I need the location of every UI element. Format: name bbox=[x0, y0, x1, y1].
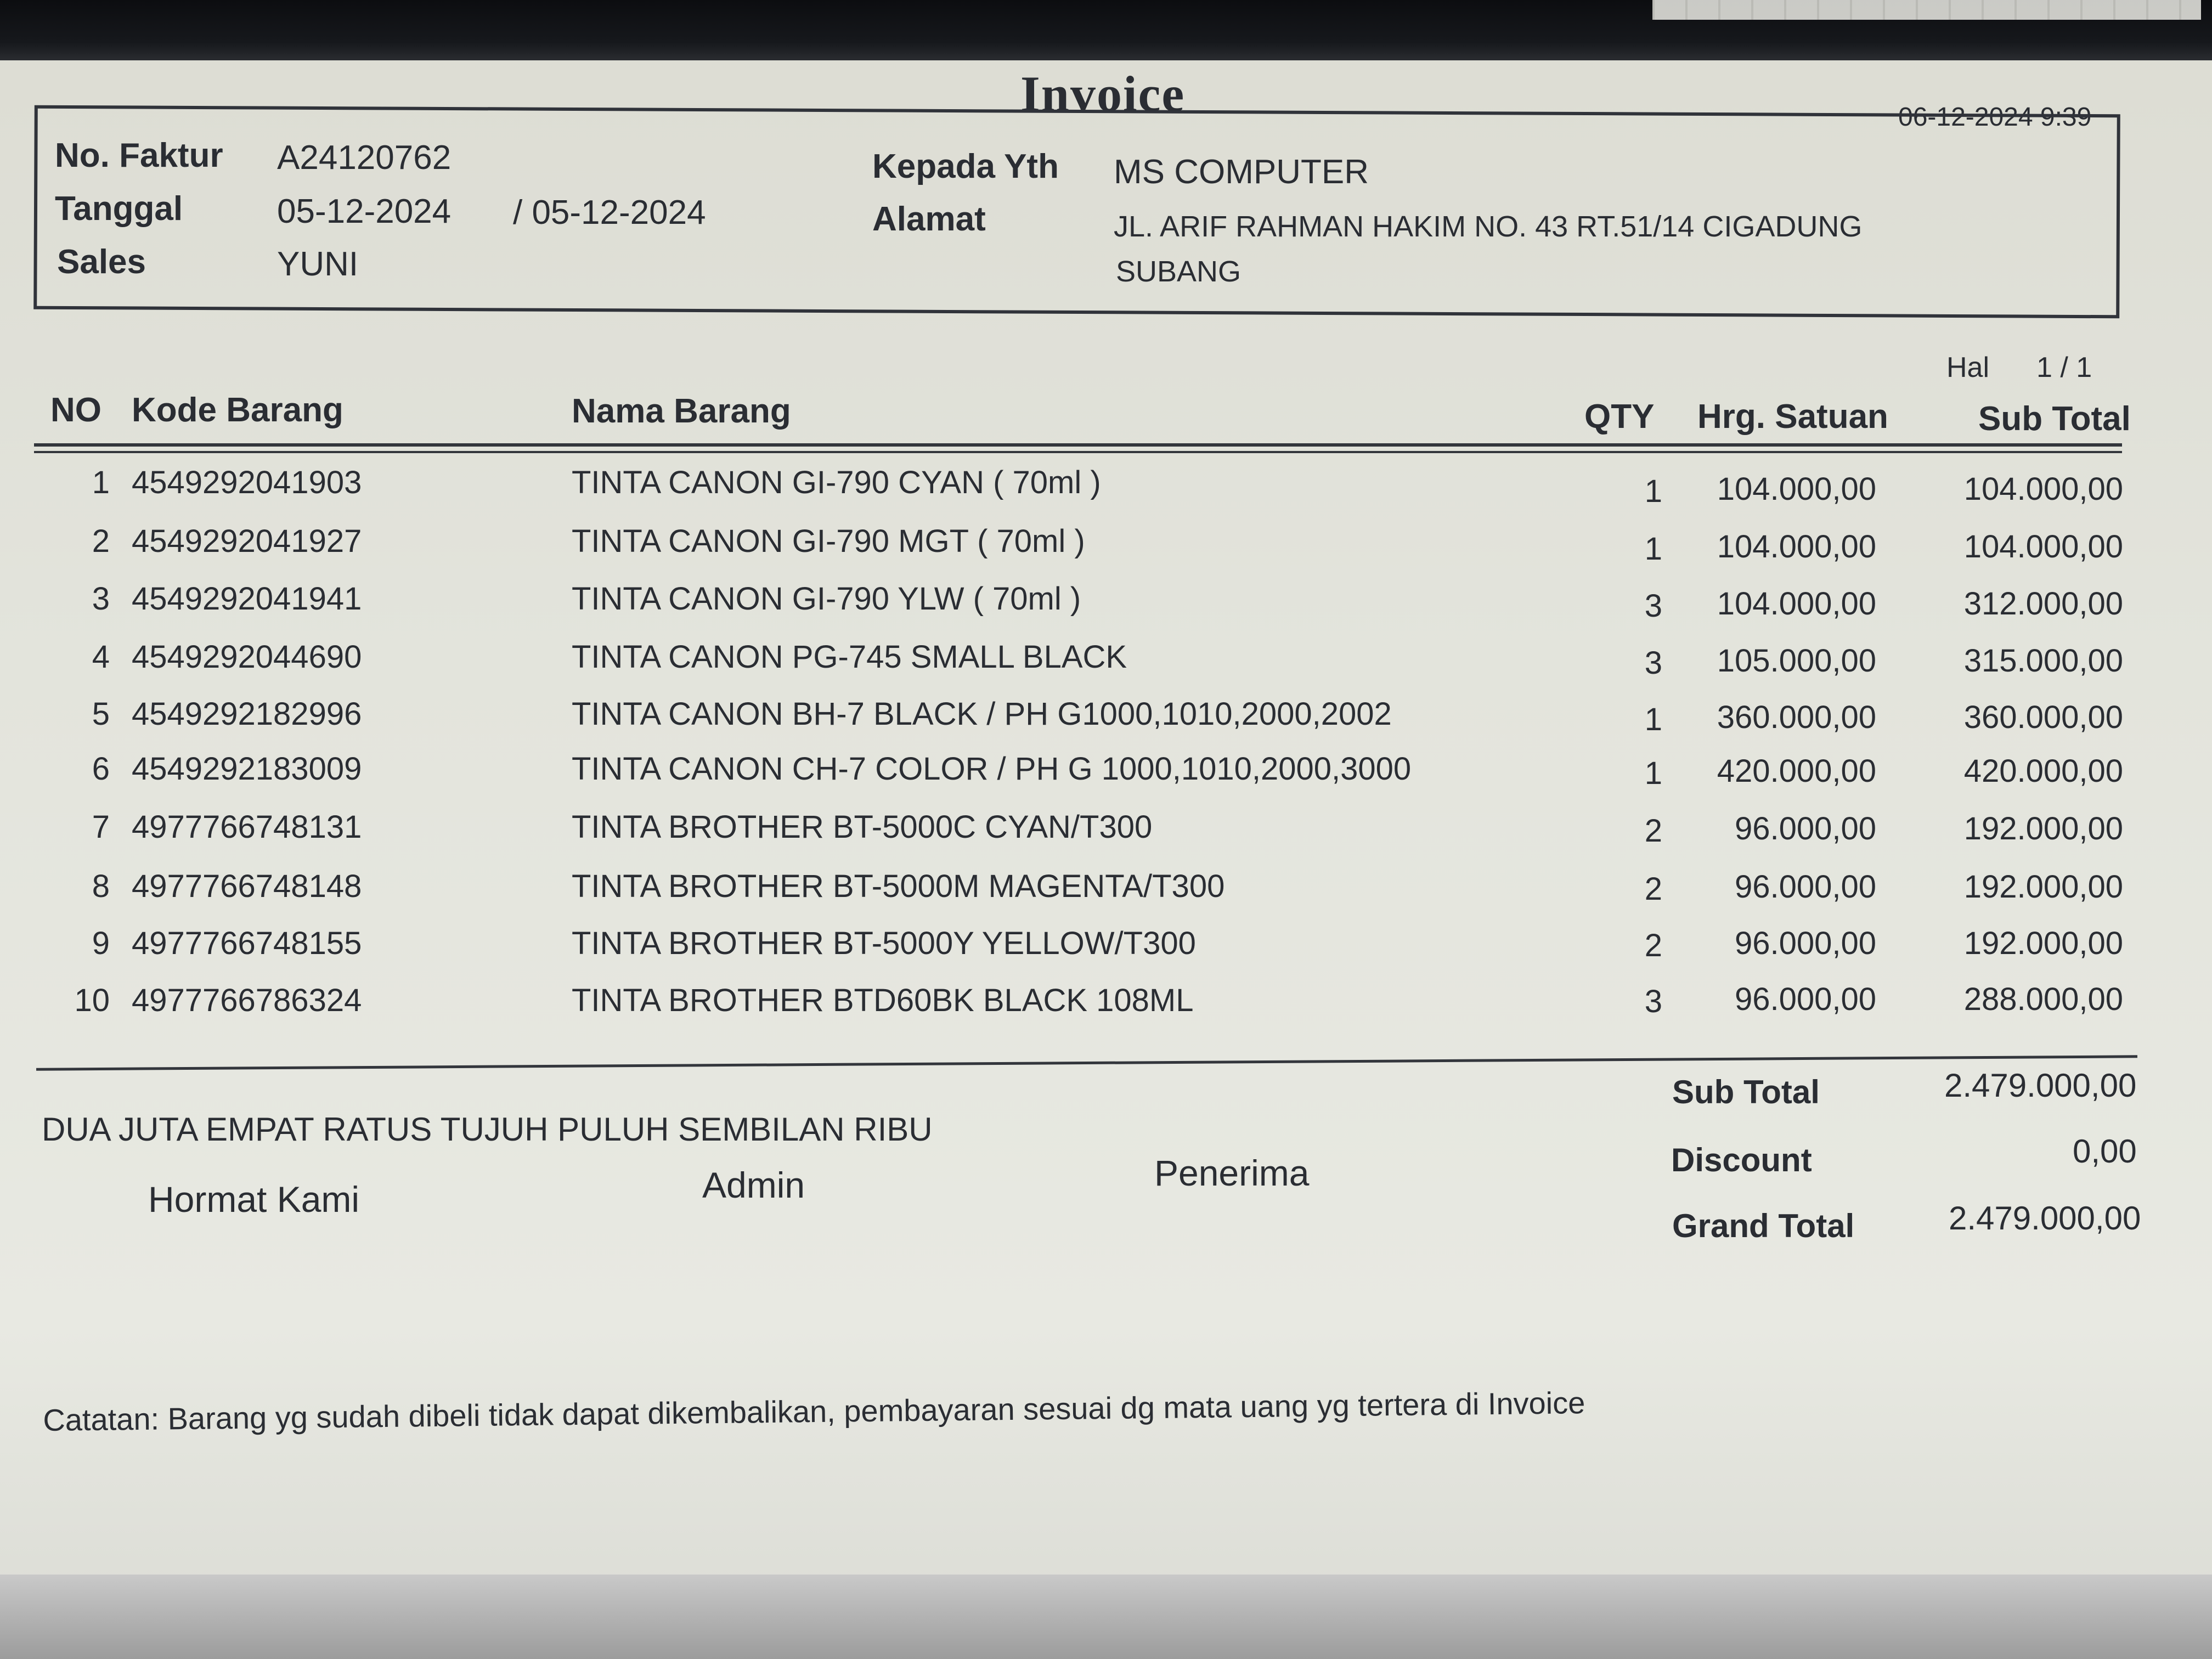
print-datetime: 06-12-2024 9:39 bbox=[1898, 103, 2092, 132]
sales-value: YUNI bbox=[277, 245, 359, 283]
row-harga-satuan: 96.000,00 bbox=[1734, 926, 1876, 961]
subtotal-value: 2.479.000,00 bbox=[1944, 1067, 2137, 1104]
row-qty: 2 bbox=[1644, 871, 1662, 907]
col-header-subtotal: Sub Total bbox=[1978, 400, 2131, 438]
col-header-harga: Hrg. Satuan bbox=[1697, 398, 1888, 436]
row-nama-barang: TINTA CANON GI-790 CYAN ( 70ml ) bbox=[572, 465, 1101, 500]
row-no: 1 bbox=[92, 465, 110, 500]
row-harga-satuan: 96.000,00 bbox=[1734, 811, 1876, 847]
monitor-bezel bbox=[0, 1575, 2212, 1659]
no-faktur-label: No. Faktur bbox=[55, 137, 223, 174]
row-qty: 3 bbox=[1644, 645, 1662, 681]
row-no: 8 bbox=[92, 868, 110, 904]
row-kode-barang: 4977766786324 bbox=[132, 983, 362, 1018]
signature-penerima: Penerima bbox=[1154, 1153, 1310, 1193]
row-harga-satuan: 104.000,00 bbox=[1717, 586, 1876, 622]
row-subtotal: 420.000,00 bbox=[1963, 753, 2123, 789]
row-kode-barang: 4549292183009 bbox=[132, 751, 362, 787]
tanggal-value: 05-12-2024 bbox=[277, 193, 452, 230]
row-nama-barang: TINTA BROTHER BT-5000Y YELLOW/T300 bbox=[572, 926, 1196, 961]
row-qty: 3 bbox=[1644, 588, 1662, 624]
row-no: 2 bbox=[92, 523, 110, 559]
row-nama-barang: TINTA CANON CH-7 COLOR / PH G 1000,1010,2000,3000 bbox=[572, 751, 1412, 787]
row-subtotal: 192.000,00 bbox=[1963, 926, 2123, 961]
ruler bbox=[1652, 0, 2201, 20]
row-kode-barang: 4549292044690 bbox=[132, 639, 362, 675]
row-harga-satuan: 96.000,00 bbox=[1734, 869, 1876, 905]
page-label: Hal bbox=[1946, 352, 1990, 383]
row-subtotal: 192.000,00 bbox=[1963, 869, 2123, 905]
signature-hormat-kami: Hormat Kami bbox=[148, 1179, 360, 1220]
row-harga-satuan: 420.000,00 bbox=[1717, 753, 1876, 789]
row-qty: 1 bbox=[1644, 531, 1662, 567]
tanggal-due-value: / 05-12-2024 bbox=[513, 194, 706, 232]
grandtotal-value: 2.479.000,00 bbox=[1949, 1200, 2141, 1237]
row-kode-barang: 4549292041927 bbox=[132, 523, 362, 559]
col-header-no: NO bbox=[50, 391, 101, 429]
row-harga-satuan: 104.000,00 bbox=[1717, 471, 1876, 507]
discount-label: Discount bbox=[1671, 1142, 1812, 1178]
row-no: 5 bbox=[92, 696, 110, 732]
row-harga-satuan: 96.000,00 bbox=[1734, 981, 1876, 1017]
page-value: 1 / 1 bbox=[2036, 352, 2092, 383]
sales-label: Sales bbox=[57, 243, 146, 281]
customer-name: MS COMPUTER bbox=[1114, 153, 1369, 191]
row-no: 4 bbox=[92, 639, 110, 675]
row-qty: 2 bbox=[1644, 813, 1662, 849]
row-nama-barang: TINTA CANON GI-790 MGT ( 70ml ) bbox=[572, 523, 1085, 559]
row-no: 9 bbox=[92, 926, 110, 961]
row-nama-barang: TINTA CANON BH-7 BLACK / PH G1000,1010,2000,2002 bbox=[572, 696, 1392, 732]
row-kode-barang: 4977766748148 bbox=[132, 868, 362, 904]
table-header-rule-bottom bbox=[34, 451, 2122, 453]
row-qty: 1 bbox=[1644, 755, 1662, 791]
row-qty: 3 bbox=[1644, 984, 1662, 1019]
row-qty: 1 bbox=[1644, 702, 1662, 737]
row-kode-barang: 4977766748155 bbox=[132, 926, 362, 961]
row-subtotal: 312.000,00 bbox=[1963, 586, 2123, 622]
row-qty: 2 bbox=[1644, 928, 1662, 963]
row-no: 3 bbox=[92, 581, 110, 617]
row-subtotal: 288.000,00 bbox=[1963, 981, 2123, 1017]
table-header-rule-top bbox=[34, 443, 2122, 447]
row-no: 10 bbox=[74, 983, 110, 1018]
row-harga-satuan: 360.000,00 bbox=[1717, 699, 1876, 735]
col-header-nama: Nama Barang bbox=[572, 392, 791, 430]
row-kode-barang: 4977766748131 bbox=[132, 809, 362, 845]
tanggal-label: Tanggal bbox=[55, 190, 183, 228]
col-header-qty: QTY bbox=[1584, 398, 1655, 436]
col-header-kode: Kode Barang bbox=[132, 391, 343, 429]
row-nama-barang: TINTA BROTHER BT-5000M MAGENTA/T300 bbox=[572, 868, 1225, 904]
invoice-note: Catatan: Barang yg sudah dibeli tidak dapat dikembalikan, pembayaran sesuai dg mata uang yg tertera di Invoice bbox=[43, 1385, 1585, 1437]
grandtotal-label: Grand Total bbox=[1672, 1207, 1855, 1244]
no-faktur-value: A24120762 bbox=[277, 139, 452, 177]
row-subtotal: 192.000,00 bbox=[1963, 811, 2123, 847]
row-subtotal: 360.000,00 bbox=[1963, 699, 2123, 735]
row-kode-barang: 4549292182996 bbox=[132, 696, 362, 732]
row-nama-barang: TINTA CANON GI-790 YLW ( 70ml ) bbox=[572, 581, 1081, 617]
row-nama-barang: TINTA CANON PG-745 SMALL BLACK bbox=[572, 639, 1127, 675]
row-no: 7 bbox=[92, 809, 110, 845]
row-kode-barang: 4549292041903 bbox=[132, 465, 362, 500]
row-subtotal: 315.000,00 bbox=[1963, 643, 2123, 679]
kepada-label: Kepada Yth bbox=[872, 148, 1059, 185]
row-subtotal: 104.000,00 bbox=[1963, 471, 2123, 507]
row-harga-satuan: 104.000,00 bbox=[1717, 529, 1876, 565]
row-no: 6 bbox=[92, 751, 110, 787]
row-qty: 1 bbox=[1644, 473, 1662, 509]
signature-admin: Admin bbox=[702, 1165, 805, 1205]
row-harga-satuan: 105.000,00 bbox=[1717, 643, 1876, 679]
invoice-title: Invoice bbox=[1020, 66, 1186, 122]
terbilang-text: DUA JUTA EMPAT RATUS TUJUH PULUH SEMBILAN RIBU bbox=[42, 1111, 933, 1148]
alamat-label: Alamat bbox=[872, 200, 986, 238]
row-nama-barang: TINTA BROTHER BT-5000C CYAN/T300 bbox=[572, 809, 1153, 845]
row-nama-barang: TINTA BROTHER BTD60BK BLACK 108ML bbox=[572, 983, 1194, 1018]
row-kode-barang: 4549292041941 bbox=[132, 581, 362, 617]
row-subtotal: 104.000,00 bbox=[1963, 529, 2123, 565]
address-line-2: SUBANG bbox=[1116, 255, 1242, 288]
discount-value: 0,00 bbox=[2073, 1133, 2137, 1170]
table-bottom-rule bbox=[36, 1055, 2137, 1070]
address-line-1: JL. ARIF RAHMAN HAKIM NO. 43 RT.51/14 CIGADUNG bbox=[1114, 210, 1863, 243]
subtotal-label: Sub Total bbox=[1672, 1074, 1820, 1110]
